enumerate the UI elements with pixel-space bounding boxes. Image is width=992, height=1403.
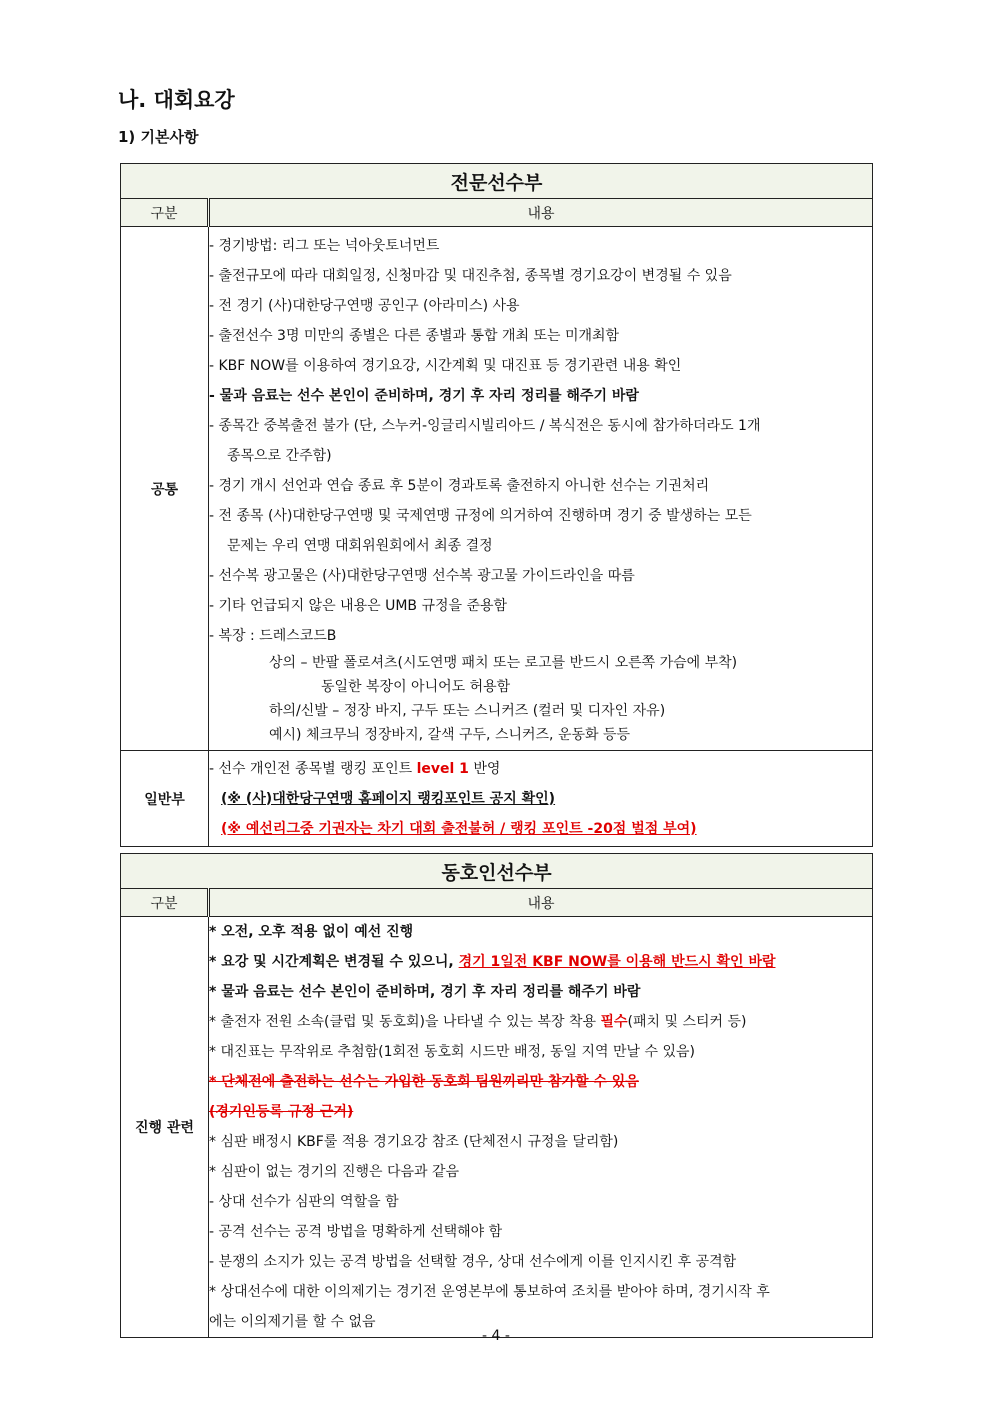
sub-list-item: - 분쟁의 소지가 있는 공격 방법을 선택할 경우, 상대 선수에게 이를 인지시킨 후 공격함 [209,1254,737,1270]
list-item: * 대진표는 무작위로 추첨함(1회전 동호회 시드만 배정, 동일 지역 만날 수 있음) [209,1044,695,1060]
list-item-continued: 에는 이의제기를 할 수 없음 [209,1314,376,1330]
list-item: - 물과 음료는 선수 본인이 준비하며, 경기 후 자리 정리를 해주기 바람 [209,387,639,404]
column-header-content: 내용 [209,199,873,227]
amateur-division-title: 동호인선수부 [121,854,873,889]
general-content [209,751,873,847]
list-item: - 경기방법: 리그 또는 넉아웃토너먼트 [209,237,440,254]
row-label-common: 공통 [121,227,209,751]
page-number: - 4 - [482,1328,510,1344]
dress-code-item: 예시) 체크무늬 정장바지, 갈색 구두, 스니커즈, 운동화 등등 [269,726,631,743]
row-label-progress: 진행 관련 [121,917,209,1338]
list-item: - 선수 개인전 종목별 랭킹 포인트 level 1 반영 [209,760,501,777]
withdrawal-penalty-notice: (※ 예선리그중 기권자는 차기 대회 출전불허 / 랭킹 포인트 -20점 벌점 부여) [221,820,697,837]
kbf-now-notice: 경기 1일전 KBF NOW를 이용해 반드시 확인 바람 [458,954,776,970]
struck-list-item: * 단체전에 출전하는 선수는 가입한 동호회 팀원끼리만 참가할 수 있음 [209,1074,639,1090]
sub-list-item: - 공격 선수는 공격 방법을 명확하게 선택해야 함 [209,1224,503,1240]
dress-code-item-continued: 동일한 복장이 아니어도 허용함 [321,678,511,695]
subsection-heading: 1) 기본사항 [118,128,199,146]
list-item: - KBF NOW를 이용하여 경기요강, 시간계획 및 대진표 등 경기관련 내용 확인 [209,357,682,374]
column-header-category: 구분 [121,199,209,227]
required-badge: 필수 [600,1014,628,1030]
list-item: - 기타 언급되지 않은 내용은 UMB 규정을 준용함 [209,597,508,614]
list-item: - 종목간 중복출전 불가 (단, 스누커-잉글리시빌리아드 / 복식전은 동시에 참가하더라도 1개 [209,417,761,434]
list-item: * 오전, 오후 적용 없이 예선 진행 [209,924,414,940]
pro-division-table [120,163,873,847]
dress-code-item: 하의/신발 – 정장 바지, 구두 또는 스니커즈 (컬러 및 디자인 자유) [269,702,666,719]
ranking-notice: (※ (사)대한당구연맹 홈페이지 랭킹포인트 공지 확인) [221,790,556,807]
dress-code-item: 상의 – 반팔 폴로셔츠(시도연맹 패치 또는 로고를 반드시 오른쪽 가슴에 부착) [269,654,738,671]
amateur-division-table [120,853,873,1338]
row-label-general: 일반부 [121,751,209,847]
column-header-content: 내용 [209,889,873,917]
list-item: - 경기 개시 선언과 연습 종료 후 5분이 경과토록 출전하지 아니한 선수는 기권처리 [209,477,710,494]
common-content [209,227,873,751]
sub-list-item: - 상대 선수가 심판의 역할을 함 [209,1194,399,1210]
list-item: * 심판이 없는 경기의 진행은 다음과 같음 [209,1164,460,1180]
list-item: * 출전자 전원 소속(클럽 및 동호회)을 나타낼 수 있는 복장 착용 필수(패치 및 스티커 등) [209,1014,747,1030]
struck-list-item: (경기인등록 규정 근거) [209,1104,354,1120]
list-item-continued: 문제는 우리 연맹 대회위원회에서 최종 결정 [227,537,493,554]
list-item: * 심판 배정시 KBF룰 적용 경기요강 참조 (단체전시 규정을 달리함) [209,1134,619,1150]
list-item-continued: 종목으로 간주함) [227,447,332,464]
list-item: * 상대선수에 대한 이의제기는 경기전 운영본부에 통보하여 조치를 받아야 하며, 경기시작 후 [209,1284,770,1300]
list-item: * 요강 및 시간계획은 변경될 수 있으니, 경기 1일전 KBF NOW를 이용해 반드시 확인 바람 [209,954,776,970]
list-item: - 출전규모에 따라 대회일정, 신청마감 및 대진추첨, 종목별 경기요강이 변경될 수 있음 [209,267,732,284]
section-heading: 나. 대회요강 [118,88,235,112]
list-item: * 물과 음료는 선수 본인이 준비하며, 경기 후 자리 정리를 해주기 바람 [209,984,641,1000]
list-item: - 복장 : 드레스코드B [209,627,337,644]
progress-content [209,917,873,1338]
list-item: - 전 경기 (사)대한당구연맹 공인구 (아라미스) 사용 [209,297,520,314]
column-header-category: 구분 [121,889,209,917]
ranking-level: level 1 [416,760,469,777]
list-item: - 출전선수 3명 미만의 종별은 다른 종별과 통합 개최 또는 미개최함 [209,327,620,344]
pro-division-title: 전문선수부 [121,164,873,199]
list-item: - 선수복 광고물은 (사)대한당구연맹 선수복 광고물 가이드라인을 따름 [209,567,635,584]
list-item: - 전 종목 (사)대한당구연맹 및 국제연맹 규정에 의거하여 진행하며 경기 중 발생하는 모든 [209,507,752,524]
